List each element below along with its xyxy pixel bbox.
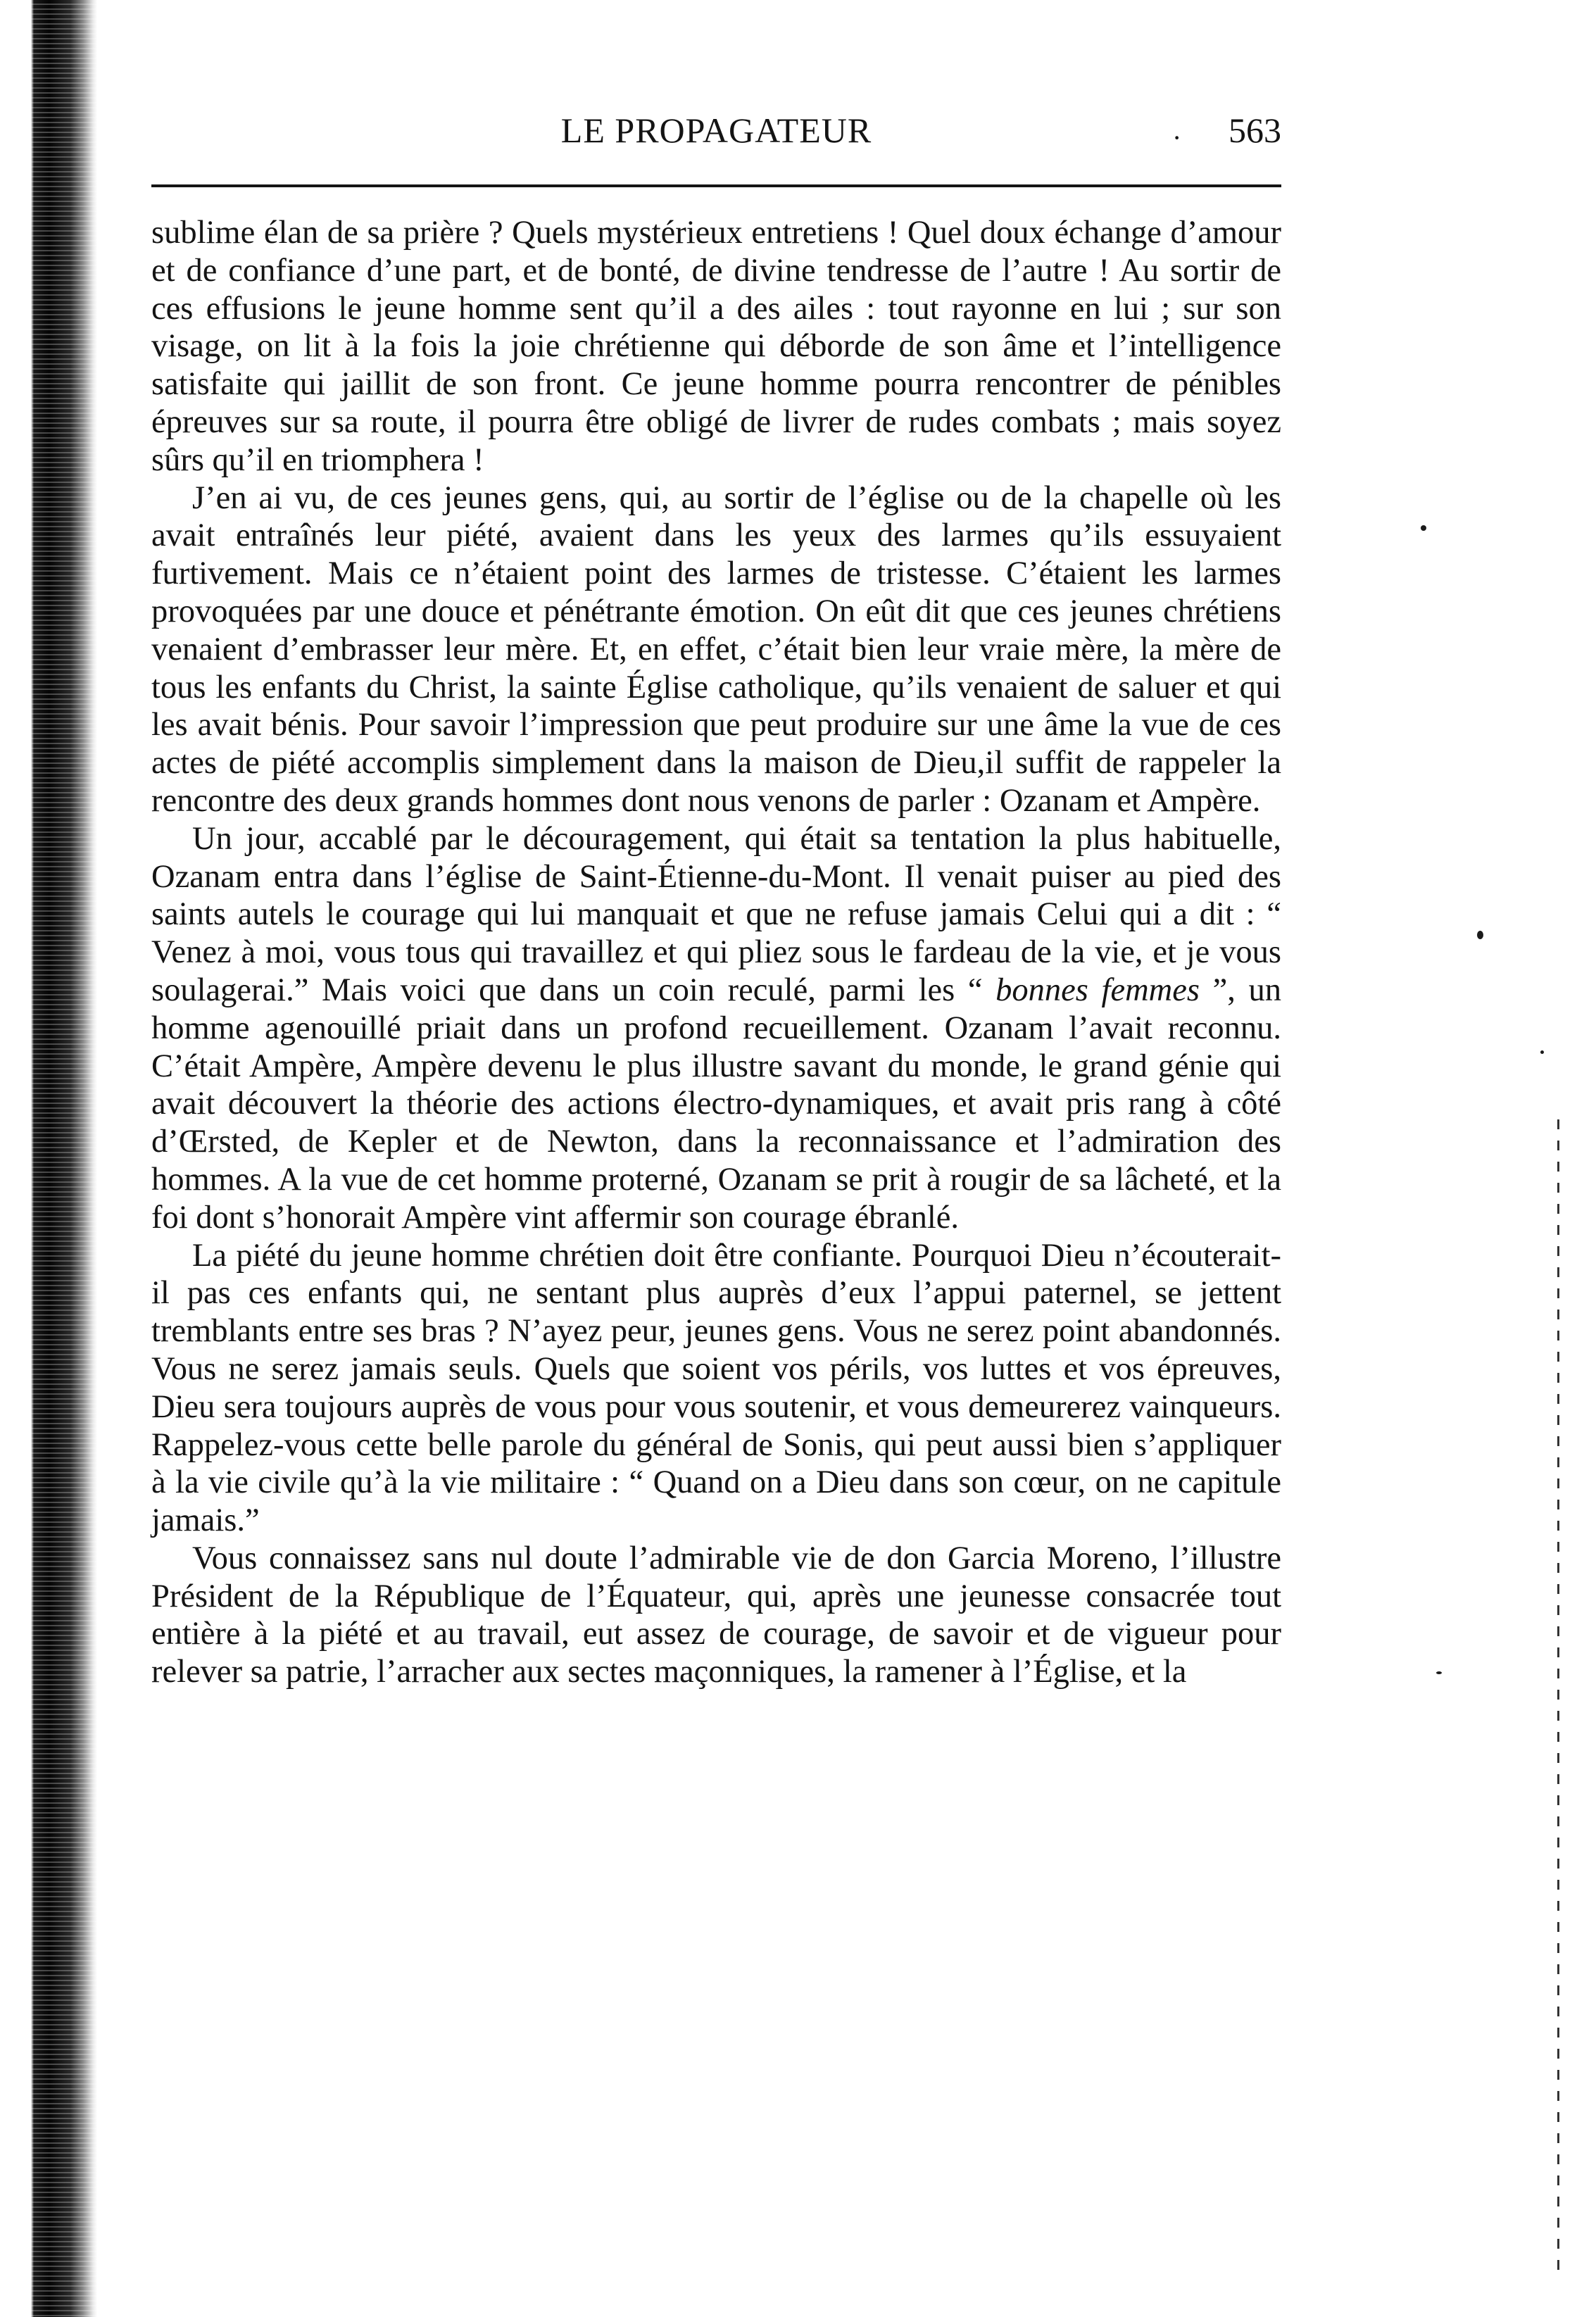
scan-speck xyxy=(1540,1050,1544,1054)
page-header xyxy=(151,106,1281,155)
page-body xyxy=(151,214,1281,1691)
header-rule xyxy=(151,184,1281,187)
paragraph-3-text-a: Un jour, accablé par le découragement, qui était sa tentation la plus habituelle, Ozanam entra dans l’église de Saint-Étienne-du-Mont. Il venait puiser au pied des saints autels le courage qui lui manquait et que ne refuse jamais Celui qui a dit : “ Venez à moi, vous tous qui travaillez et qui pliez sous le fardeau de la vie, et je vous soulagerai.” Mais voici que dans un coin reculé, parmi les “ xyxy=(151,820,1281,1008)
running-title: LE PROPAGATEUR xyxy=(560,111,872,150)
paragraph-5-text: Vous connaissez sans nul doute l’admirable vie de don Garcia Moreno, l’illustre Président de la République de l’Équateur, qui, après une jeunesse consacrée tout entière à la piété et au travail, eut assez de courage, de savoir et de vigueur pour relever sa patrie, l’arracher aux sectes maçonniques, la ramener à l’Église, et la xyxy=(151,1540,1281,1690)
scan-speck xyxy=(1477,931,1483,939)
paragraph-1-text: sublime élan de sa prière ? Quels mystérieux entretiens ! Quel doux échange d’amour et de confiance d’une part, et de bonté, de divine tendresse de l’autre ! Au sortir de ces effusions le jeune homme sent qu’il a des ailes : tout rayonne en lui ; sur son visage, on lit à la fois la joie chrétienne qui déborde de son âme et l’intelligence satisfaite qui jaillit de son front. Ce jeune homme pourra rencontrer de pénibles épreuves sur sa route, il pourra être obligé de livrer de rudes combats ; mais soyez sûrs qu’il en triomphera ! xyxy=(151,215,1281,478)
paragraph-5 xyxy=(151,1540,1281,1691)
paragraph-2 xyxy=(151,479,1281,820)
paragraph-4-text: La piété du jeune homme chrétien doit être confiante. Pourquoi Dieu n’écouterait-il pas ces enfants qui, ne sentant plus auprès d’eux l’appui paternel, se jettent tremblants entre ses bras ? N’ayez peur, jeunes gens. Vous ne serez point abandonnés. Vous ne serez jamais seuls. Quels que soient vos périls, vos luttes et vos épreuves, Dieu sera toujours auprès de vous pour vous soutenir, et vous demeurerez vainqueurs. Rappelez-vous cette belle parole du général de Sonis, qui peut aussi bien s’appliquer à la vie civile qu’à la vie militaire : “ Quand on a Dieu dans son cœur, on ne capitule jamais.” xyxy=(151,1237,1281,1539)
scan-margin-line xyxy=(1557,1119,1559,2281)
scan-speck xyxy=(1421,525,1426,531)
paragraph-3-text-b: ”, un homme agenouillé priait dans un profond recueillement. Ozanam l’avait reconnu. C’était Ampère, Ampère devenu le plus illustre savant du monde, le grand génie qui avait découvert la théorie des actions électro-dynamiques, et avait pris rang à côté d’Œrsted, de Kepler et de Newton, dans la reconnaissance et l’admiration des hommes. A la vue de cet homme proterné, Ozanam se prit à rougir de sa lâcheté, et la foi dont s’honorait Ampère vint affermir son courage ébranlé. xyxy=(151,972,1282,1236)
paragraph-3 xyxy=(151,820,1281,1237)
paragraph-4 xyxy=(151,1237,1281,1540)
page-number: 563 xyxy=(1229,111,1281,150)
paragraph-3-italic: bonnes femmes xyxy=(995,972,1200,1008)
scan-speck xyxy=(1436,1671,1442,1674)
book-spine-scan-edge xyxy=(0,0,97,2317)
paragraph-1 xyxy=(151,214,1281,479)
paragraph-2-text: J’en ai vu, de ces jeunes gens, qui, au sortir de l’église ou de la chapelle où les avait entraînés leur piété, avaient dans les yeux des larmes qu’ils essuyaient furtivement. Mais ce n’étaient point des larmes de tristesse. C’étaient les larmes provoquées par une douce et pénétrante émotion. On eût dit que ces jeunes chrétiens venaient d’embrasser leur mère. Et, en effet, c’était bien leur vraie mère, la mère de tous les enfants du Christ, la sainte Église catholique, qu’ils venaient de saluer et qui les avait bénis. Pour savoir l’impression que peut produire sur une âme la vue de ces actes de piété accomplis simplement dans la maison de Dieu,il suffit de rappeler la rencontre des deux grands hommes dont nous venons de parler : Ozanam et Ampère. xyxy=(151,479,1281,819)
header-dot: · xyxy=(1172,122,1182,153)
